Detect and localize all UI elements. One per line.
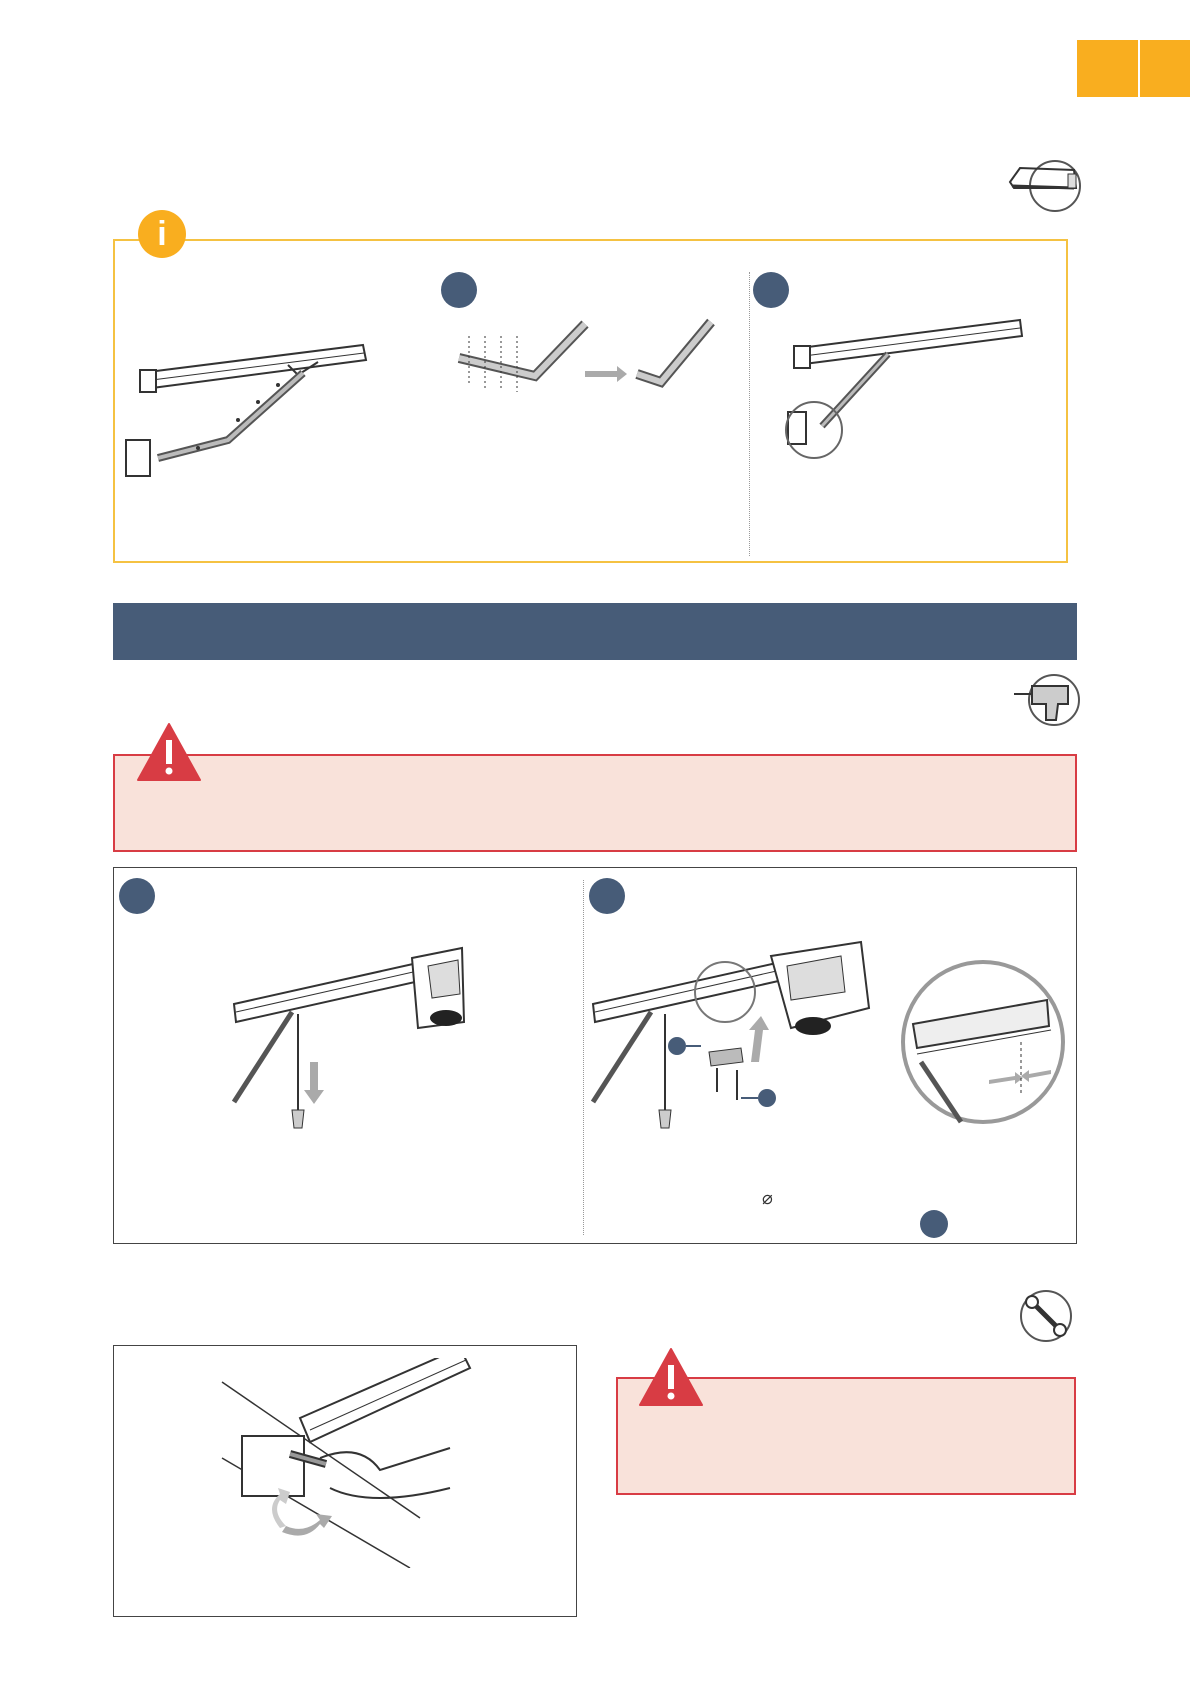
info-divider: [749, 272, 750, 556]
rail-arm-detail-illustration: [780, 316, 1030, 461]
arm-cut-illustration: [455, 316, 735, 406]
step-marker-1: [119, 878, 155, 914]
section-header-bar: [113, 603, 1077, 660]
step-marker-b: [753, 272, 789, 308]
panel-divider: [583, 880, 584, 1235]
hacksaw-icon: [1004, 158, 1082, 214]
chapter-tab-left: [1077, 40, 1138, 97]
bracket-mounting-illustration: [591, 922, 1071, 1132]
drill-icon: [1010, 672, 1082, 728]
hand-release-illustration: [220, 1358, 480, 1568]
info-icon: i: [138, 210, 186, 258]
rail-arm-illustration: [118, 340, 378, 490]
diameter-symbol: ⌀: [762, 1188, 773, 1209]
step-marker-a: [441, 272, 477, 308]
warning-icon: [638, 1347, 704, 1407]
wrench-icon: [1018, 1288, 1074, 1344]
step-marker-2: [589, 878, 625, 914]
release-cord-illustration: [232, 922, 472, 1132]
chapter-tab-right: [1140, 40, 1190, 97]
warning-icon: [136, 722, 202, 782]
step-marker-c: [920, 1210, 948, 1238]
warning-box-1: [113, 754, 1077, 852]
